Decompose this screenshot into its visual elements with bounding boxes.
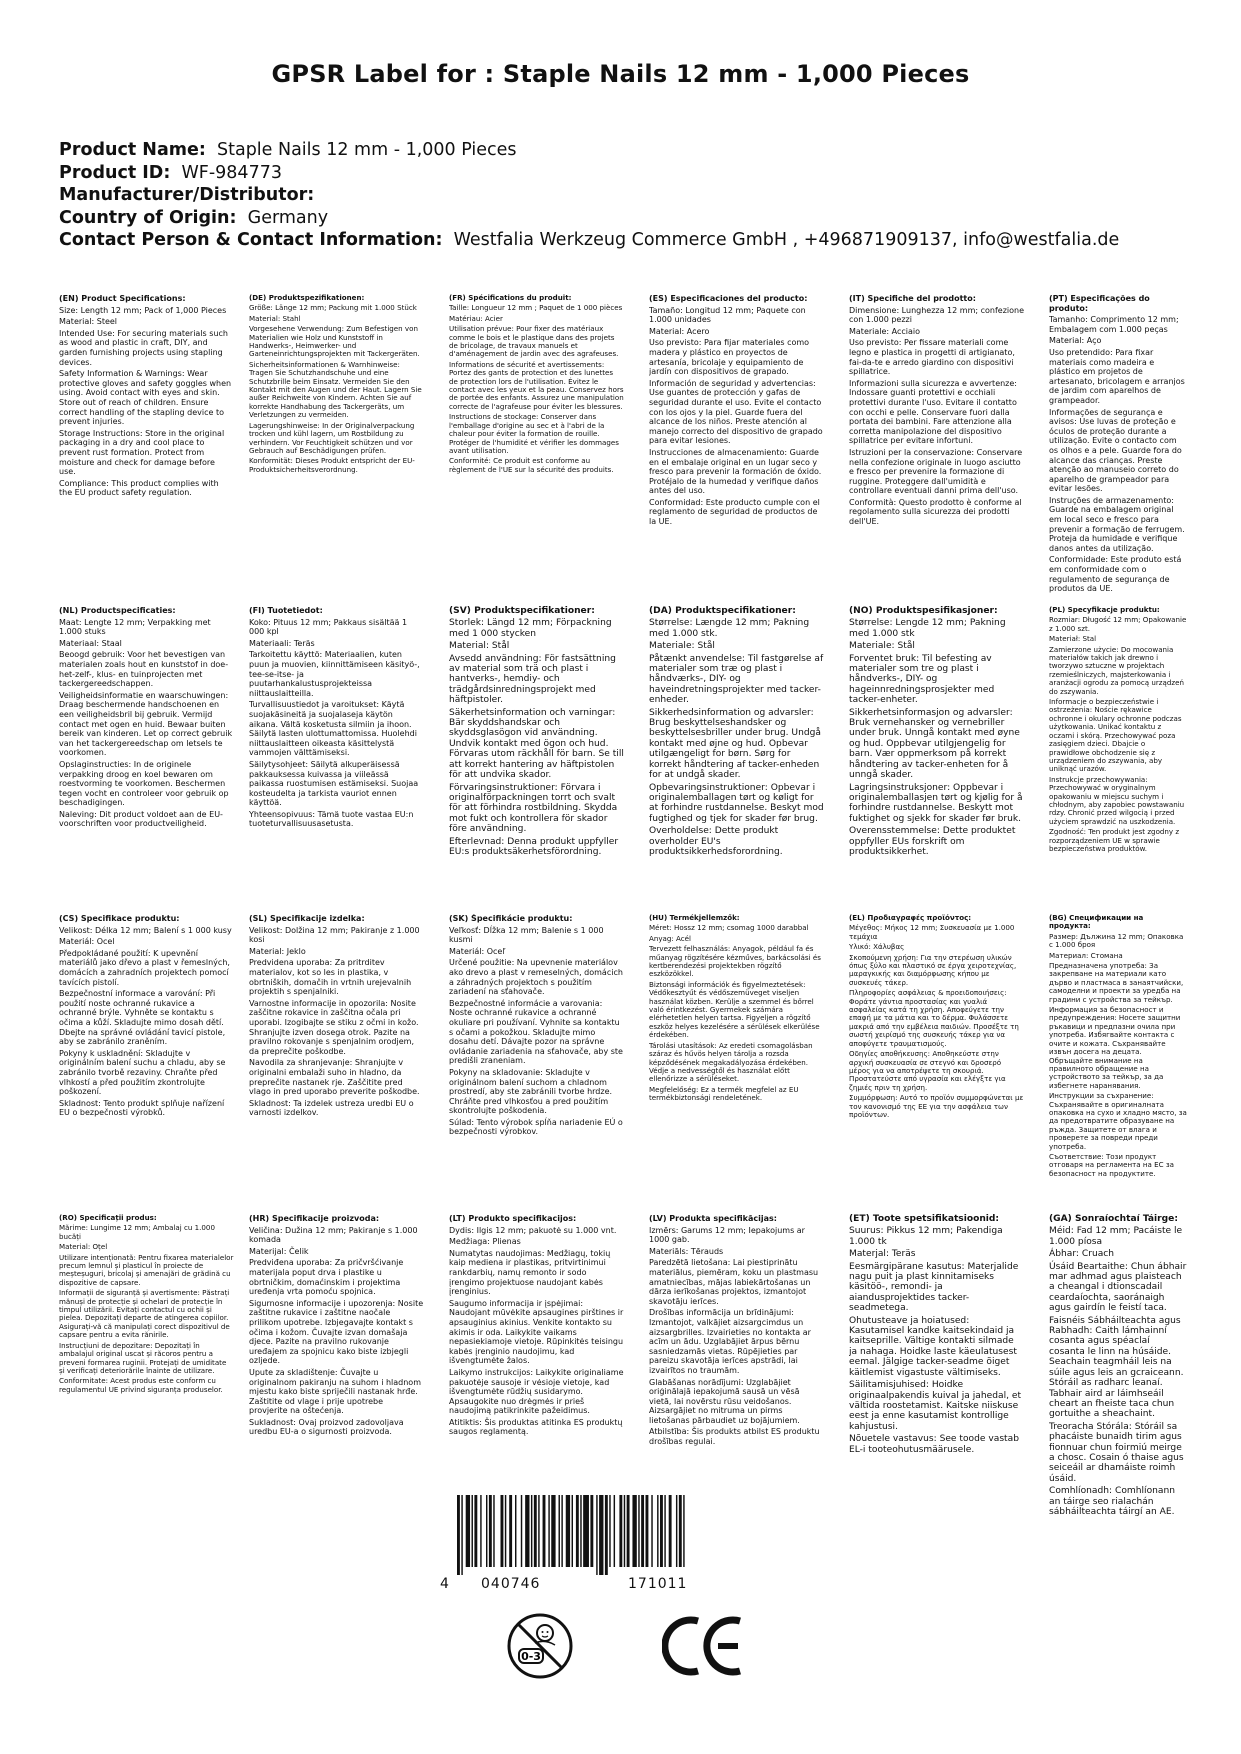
spec-safety: Bezpečnostné informácie a varovania: Noste ochranné rukavice a ochranné okuliare pri používaní. Vyhnite sa kontaktu s očami a pokožkou. Skladujte mimo dosahu detí. Dávajte pozor na správne ovládanie zariadenia na sťahovače, aby ste predišli zraneniam. <box>449 998 623 1066</box>
barcode-bar <box>651 1495 652 1567</box>
spec-material: Ábhar: Cruach <box>1049 1249 1115 1260</box>
barcode-bar <box>525 1495 529 1567</box>
barcode-bar <box>461 1495 462 1575</box>
spec-compliance: Atitiktis: Šis produktas atitinka ES produktų saugos reglamentą. <box>449 1417 623 1437</box>
spec-size: Suurus: Pikkus 12 mm; Pakendiga 1.000 tk <box>849 1226 1003 1247</box>
spec-size: Taille: Longueur 12 mm ; Paquet de 1 000 pièces <box>449 303 623 313</box>
spec-compliance: Съответствие: Този продукт отговаря на регламента на ЕС за безопасност на продуктите. <box>1049 1151 1174 1178</box>
barcode-bar <box>599 1495 603 1575</box>
barcode-bar <box>551 1495 555 1567</box>
spec-header: (LT) Produkto specifikacijos: <box>449 1214 577 1223</box>
spec-safety: Bezpečnostní informace a varování: Při použití noste ochranné rukavice a ochranné brýle. Vyhněte se kontaktu s očima a kůží. Skladujte mimo dosah dětí. Dbejte na správné ovládání tavicí pistole, aby se zabránilo zraněním. <box>59 989 226 1047</box>
spec-use: Predvidena uporaba: Za pritrditev materialov, kot so les in plastika, v obrtniških, domačih in vrtnih urejevalnih projektih s spenjalniki. <box>249 958 412 997</box>
spec-material: Material: Aço <box>1049 336 1102 346</box>
spec-storage: Instrukcje przechowywania: Przechowywać w oryginalnym opakowaniu w miejscu suchym i chłodnym, aby zapobiec powstawaniu rdzy. Chronić przed wilgocią i przed użyciem sprawdzić na uszkodzenia. <box>1049 774 1185 826</box>
spec-use: Uso pretendido: Para fixar materiais como madeira e plástico em projetos de artesanato, bricolagem e arranjos de jardim com aparelhos de grampeador. <box>1049 347 1185 405</box>
spec-material: Materiał: Stal <box>1049 634 1097 644</box>
spec-block-nl <box>59 606 234 831</box>
spec-safety: Información de seguridad y advertencias: Use guantes de protección y gafas de seguridad durante el uso. Evite el contacto con los ojos y la piel. Guarde fuera del alcance de los niños. Preste atención al manejo correcto del dispositivo de grapado para evitar lesiones. <box>649 378 823 446</box>
spec-size: Veličina: Dužina 12 mm; Pakiranje s 1.000 komada <box>249 1225 418 1245</box>
spec-header: (NO) Produktspesifikasjoner: <box>849 606 998 616</box>
spec-use: Forventet bruk: Til befesting av materialer som tre og plast i håndverks-, DIY- og hageinnredningsprosjekter med tacker-enheter. <box>849 653 995 706</box>
spec-block-no <box>849 606 1024 859</box>
spec-safety: Biztonsági információk és figyelmeztetések: Védőkesztyűt és védőszemüveget viseljen használat közben. Kerülje a szemmel és bőrrel való érintkezést. Gyermekek számára elérhetetlen helyen tartsa. Figyeljen a rögzítő eszköz helyes kezelésére a sérülések elkerülése érdekében. <box>649 979 820 1040</box>
spec-material: Материал: Стомана <box>1049 950 1123 960</box>
barcode-bar <box>679 1495 682 1567</box>
spec-safety: Informações de segurança e avisos: Use luvas de proteção e óculos de proteção durante a utilização. Evite o contacto com os olhos e a pele. Guarde fora do alcance das crianças. Preste atenção ao manuseio correto do aparelho de grampeador para evitar lesões. <box>1049 407 1182 494</box>
spec-row-3 <box>59 914 1187 1176</box>
spec-block-sl <box>249 914 424 1120</box>
spec-safety: Πληροφορίες ασφάλειας & προειδοποιήσεις: Φοράτε γάντια προστασίας και γυαλιά ασφαλείας κατά τη χρήση. Αποφεύγετε την επαφή με τα μάτια και το δέρμα. Φυλάσσετε μακριά από την εμβέλεια παιδιών. Προσέξτε τη σωστή χειρίσμό της συσκευής τάκερ για να αποφύγετε τραυματισμούς. <box>849 988 1019 1048</box>
barcode-bar <box>596 1495 597 1575</box>
page-title: GPSR Label for : Staple Nails 12 mm - 1,000 Pieces <box>271 60 970 88</box>
spec-block-lt <box>449 1214 624 1439</box>
spec-material: Materiale: Stål <box>849 641 915 652</box>
spec-compliance: Sukladnost: Ovaj proizvod zadovoljava uredbu EU-a o sigurnosti proizvoda. <box>249 1417 404 1437</box>
spec-storage: Treoracha Stórála: Stóráil sa phacáiste bunaidh tirim agus fionnuar chun foirmiú meirge a chosc. Cosain ó thaise agus seiceáil ar dhamáiste roimh úsáid. <box>1049 1421 1184 1484</box>
manufacturer-row <box>59 184 1199 207</box>
spec-header: (FI) Tuotetiedot: <box>249 606 323 615</box>
spec-material: Materiál: Oceľ <box>449 946 506 956</box>
spec-block-de <box>249 294 424 476</box>
spec-use: Intended Use: For securing materials such as wood and plastic in craft, DIY, and garden furnishing projects using stapling devices. <box>59 328 228 367</box>
spec-safety: Turvallisuustiedot ja varoitukset: Käytä suojakäsineitä ja suojalaseja käytön aikana. Vältä kosketusta silmiin ja ihoon. Säilytä lasten ulottumattomissa. Huolehdi niittauslaitteen oikeasta käsittelystä vammojen välttämiseksi. <box>249 700 417 758</box>
spec-use: Utilizare intenționată: Pentru fixarea materialelor precum lemnul și plasticul în proiecte de meșteșuguri, bricolaj și amenajări de grădină cu dispozitive de capsare. <box>59 1252 234 1287</box>
spec-material: Materiale: Stål <box>649 641 715 652</box>
barcode-bar <box>583 1495 589 1567</box>
spec-header: (PT) Especificações do produto: <box>1049 294 1150 313</box>
spec-block-sk <box>449 914 624 1139</box>
barcode-bar <box>664 1495 665 1567</box>
spec-size: Storlek: Längd 12 mm; Förpackning med 1 000 stycken <box>449 618 612 639</box>
spec-compliance: Atbilstība: Šis produkts atbilst ES produktu drošības regulai. <box>649 1427 820 1447</box>
spec-use: Určené použitie: Na upevnenie materiálov ako drevo a plast v remeselných, domácich a záhradných projektoch s použitím zariadení na sťahovače. <box>449 958 623 997</box>
barcode-bar <box>619 1495 622 1567</box>
barcode-bar <box>489 1495 492 1567</box>
product-info <box>59 139 1199 252</box>
country-value: Germany <box>247 207 329 228</box>
barcode-bar <box>501 1495 504 1567</box>
spec-header: (RO) Specificații produs: <box>59 1214 157 1222</box>
barcode-group-1: 040746 <box>481 1576 541 1592</box>
spec-block-cs <box>59 914 234 1120</box>
spec-header: (FR) Spécifications du produit: <box>449 294 572 302</box>
spec-block-pt <box>1049 294 1187 596</box>
spec-storage: Instrucțiuni de depozitare: Depozitați în ambalajul original uscat și răcoros pentru a preveni formarea ruginii. Protejați de umiditate și verificați deteriorările înainte de utilizare. <box>59 1340 227 1375</box>
spec-use: Uso previsto: Per fissare materiali come legno e plastica in progetti di artigianato, fai-da-te e arredo giardino con dispositivi spillatrice. <box>849 338 1015 377</box>
spec-use: Predviđena uporaba: Za pričvršćivanje materijala poput drva i plastike u obrtničkim, domaćinskim i projektima uređenja vrta pomoću spojnica. <box>249 1258 404 1297</box>
spec-block-et <box>849 1214 1024 1457</box>
spec-block-da <box>649 606 824 859</box>
spec-storage: Οδηγίες αποθήκευσης: Αποθηκεύστε στην αρχική συσκευασία σε στεγνό και δροσερό μέρος για να αποτρέψετε τη σκουριά. Προστατεύστε από υγρασία και ελέγξτε για ζημιές πριν τη χρήση. <box>849 1049 1006 1092</box>
spec-use: Avsedd användning: För fastsättning av material som trä och plast i hantverks-, hemdiy- och trädgårdsinredningsprojekt med häftpistoler. <box>449 653 616 706</box>
spec-safety: Ohutusteave ja hoiatused: Kasutamisel kandke kaitsekindaid ja kaitseprille. Vältige kontakti silmade ja nahaga. Hoidke laste käeulatusest eemal. Jälgige tacker-seadme õiget käitlemist vigastuste vältimiseks. <box>849 1315 1017 1378</box>
spec-block-es <box>649 294 824 529</box>
spec-safety: Safety Information & Warnings: Wear protective gloves and safety goggles when using. Avoid contact with eyes and skin. Store out of reach of children. Ensure correct handling of the stapling device to prevent injuries. <box>59 369 232 427</box>
spec-compliance: Naleving: Dit product voldoet aan de EU-voorschriften voor productveiligheid. <box>59 809 223 829</box>
spec-safety: Sikkerhetsinformasjon og advarsler: Bruk vernehansker og vernebriller under bruk. Unngå kontakt med øyne og hud. Oppbevar utilgjengelig for barn. Vær oppmerksom på korrekt håndtering av tacker-enheten for å unngå skader. <box>849 707 1020 781</box>
spec-use: Úsáid Beartaithe: Chun ábhair mar adhmad agus plaisteach a cheangal i dtionscadail ceardaíochta, saoránaigh agus gairdín le feistí taca. <box>1049 1261 1187 1314</box>
spec-header: (IT) Specifiche del prodotto: <box>849 294 976 303</box>
contact-label: Contact Person & Contact Information: <box>59 230 443 250</box>
spec-header: (ET) Toote spetsifikatsioonid: <box>849 1214 1000 1224</box>
spec-material: Material: Acero <box>649 326 710 336</box>
spec-storage: Инструкции за съхранение: Съхранявайте в оригиналната опаковка на сухо и хладно място, за да предотвратите образуване на ръжда. Защитете от влага и проверете за повреди преди употреба. <box>1049 1091 1187 1151</box>
barcode-bar <box>521 1495 522 1567</box>
spec-safety: Säkerhetsinformation och varningar: Bär skyddshandskar och skyddsglasögon vid användning. Undvik kontakt med ögon och hud. Förvaras utom räckhåll för barn. Se till att korrekt hantering av häftpistolen för att undvika skador. <box>449 707 624 781</box>
spec-safety: Saugumo informacija ir įspėjimai: Naudojant mūvėkite apsaugines pirštines ir apsauginius akinius. Venkite kontakto su akimis ir oda. Laikykite vaikams nepasiekiamoje vietoje. Rūpinkitės teisingu kabės įrenginio naudojimu, kad išvengtumėte žalos. <box>449 1298 624 1366</box>
barcode-bar <box>466 1495 470 1567</box>
spec-header: (HU) Termékjellemzők: <box>649 914 740 922</box>
spec-safety: Sikkerhedsinformation og advarsler: Brug beskyttelseshandsker og beskyttelsesbriller under brug. Undgå kontakt med øjne og hud. Opbevar utilgængeligt for børn. Sørg for korrekt håndtering af tacker-enheden for at undgå skader. <box>649 707 821 781</box>
spec-size: Veľkosť: Dĺžka 12 mm; Balenie s 1 000 kusmi <box>449 925 604 945</box>
spec-compliance: Nõuetele vastavus: See toode vastab EL-i tooteohutusmäärusele. <box>849 1434 1019 1455</box>
barcode-bar <box>543 1495 546 1567</box>
spec-material: Materiál: Ocel <box>59 937 115 947</box>
product-name-value: Staple Nails 12 mm - 1,000 Pieces <box>217 140 517 160</box>
spec-compliance: Yhteensopivuus: Tämä tuote vastaa EU:n tuoteturvallisuusasetusta. <box>249 809 414 829</box>
spec-use: Предназначена употреба: За закрепване на материали като дърво и пластмаса в занаятчийски, самоделни и проекти за уредба на градини с устройства за тейкър. <box>1049 961 1184 1004</box>
spec-size: Dimensione: Lunghezza 12 mm; confezione con 1.000 pezzi <box>849 305 1024 325</box>
spec-compliance: Conformitate: Acest produs este conform cu regulamentul UE privind siguranța produselor. <box>59 1376 223 1394</box>
barcode-digit-left: 4 <box>440 1576 449 1592</box>
spec-row-1 <box>59 294 1187 594</box>
barcode-bar <box>624 1495 625 1567</box>
spec-block-hu <box>649 914 824 1105</box>
barcode-group-2: 171011 <box>628 1576 688 1592</box>
spec-compliance: Megfelelőség: Ez a termék megfelel az EU termékbiztonsági rendeletének. <box>649 1084 799 1103</box>
spec-size: Maat: Lengte 12 mm; Verpakking met 1.000 stuks <box>59 617 211 637</box>
spec-size: Tamaño: Longitud 12 mm; Paquete con 1.000 unidades <box>649 305 806 325</box>
barcode-bar <box>515 1495 516 1567</box>
spec-safety: Информация за безопасност и предупреждения: Носете защитни ръкавици и предпазни очила при употреба. Избягвайте контакта с очите и кожата. Съхранявайте извън досега на децата. Обръщайте внимание на правилното обращение на устройството за тейкър, за да избегнете наранявания. <box>1049 1005 1181 1090</box>
barcode-bar <box>638 1495 639 1567</box>
barcode-bar <box>561 1495 562 1567</box>
spec-storage: Storage Instructions: Store in the original packaging in a dry and cool place to prevent rust formation. Protect from moisture and check for damage before use. <box>59 428 225 477</box>
spec-use: Eesmärgipärane kasutus: Materjalide nagu puit ja plast kinnitamiseks käsitöö-, remondi- ja aiandusprojektides tacker-seadmetega. <box>849 1261 1019 1314</box>
spec-size: Koko: Pituus 12 mm; Pakkaus sisältää 1 000 kpl <box>249 617 408 637</box>
spec-size: Størrelse: Lengde 12 mm; Pakning med 1.000 stk <box>849 618 1006 639</box>
spec-block-bg <box>1049 914 1187 1180</box>
spec-storage: Lagringsinstruksjoner: Oppbevar i originalemballasjen tørt og kjølig for å forhindre rustdannelse. Beskytt mot fuktighet og sjekk for skader før bruk. <box>849 782 1023 824</box>
spec-compliance: Conformidad: Este producto cumple con el reglamento de seguridad de productos de la UE. <box>649 497 820 527</box>
spec-header: (SL) Specifikacije izdelka: <box>249 914 365 923</box>
spec-size: Velikost: Délka 12 mm; Balení s 1 000 kusy <box>59 925 232 935</box>
spec-block-lv <box>649 1214 824 1449</box>
spec-storage: Instruções de armazenamento: Guarde na embalagem original em local seco e fresco para prevenir a formação de ferrugem. Proteja da humidade e verifique danos antes da utilização. <box>1049 495 1185 553</box>
spec-compliance: Overensstemmelse: Dette produktet oppfyller EUs forskrift om produktsikkerhet. <box>849 826 1016 857</box>
spec-size: Méret: Hossz 12 mm; csomag 1000 darabbal <box>649 923 809 933</box>
barcode-bar <box>531 1495 532 1567</box>
spec-material: Matériau: Acier <box>449 313 503 323</box>
barcode-bar <box>683 1495 684 1567</box>
spec-storage: Navodila za shranjevanje: Shranjujte v originalni embalaži suho in hladno, da preprečite nastanek rje. Zaščitite pred vlago in pred uporabo preverite poškodbe. <box>249 1058 420 1097</box>
spec-material: Materijal: Čelik <box>249 1246 309 1256</box>
spec-material: Material: Jeklo <box>249 946 306 956</box>
spec-header: (NL) Productspecificaties: <box>59 606 176 615</box>
barcode-bar <box>486 1495 487 1567</box>
spec-material: Medžiaga: Plienas <box>449 1237 521 1247</box>
spec-safety: Informații de siguranță și avertismente: Păstrați mănuși de protecție și ochelari de protecție în timpul utilizării. Evitați contactul cu ochii și pielea. Depozitați departe de atingerea copiilor. Asigurați-vă că manipulați corect dispozitivul de capsare pentru a evita rănirile. <box>59 1288 230 1340</box>
spec-header: (SK) Špecifikácie produktu: <box>449 914 573 923</box>
spec-compliance: Zgodność: Ten produkt jest zgodny z rozporządzeniem UE w sprawie bezpieczeństwa produktów. <box>1049 827 1180 853</box>
barcode-bar <box>493 1495 494 1567</box>
spec-size: Size: Length 12 mm; Pack of 1,000 Pieces <box>59 305 227 315</box>
spec-compliance: Overholdelse: Dette produkt overholder EU's produktsikkerhedsforordning. <box>649 826 783 857</box>
spec-material: Materiaali: Teräs <box>249 638 315 648</box>
spec-material: Material: Stål <box>449 641 510 652</box>
spec-material: Materiale: Acciaio <box>849 326 921 336</box>
product-id-label: Product ID: <box>59 162 171 183</box>
barcode-bar <box>614 1495 615 1567</box>
spec-storage: Upute za skladištenje: Čuvajte u originalnom pakiranju na suhom i hladnom mjestu kako biste spriječili nastanak hrđe. Zaštitite od vlage i prije upotrebe provjerite na oštećenja. <box>249 1367 421 1416</box>
barcode-bar <box>641 1495 644 1567</box>
barcode-bar <box>509 1495 512 1567</box>
spec-header: (DE) Produktspezifikationen: <box>249 294 365 302</box>
spec-size: Mărime: Lungime 12 mm; Ambalaj cu 1.000 bucăți <box>59 1223 215 1241</box>
spec-compliance: Konformität: Dieses Produkt entspricht der EU-Produktsicherheitsverordnung. <box>249 456 415 474</box>
barcode-bar <box>590 1495 593 1567</box>
product-id-row <box>59 162 1199 185</box>
spec-header: (CS) Specifikace produktu: <box>59 914 180 923</box>
spec-storage: Istruzioni per la conservazione: Conservare nella confezione originale in luogo asciutto e fresco per prevenire la formazione di ruggine. Proteggere dall'umidità e controllare eventuali danni prima dell'uso. <box>849 447 1023 496</box>
age-label: 0-3 <box>521 1650 541 1663</box>
spec-block-ro <box>59 1214 234 1396</box>
spec-safety: Informazioni sulla sicurezza e avvertenze: Indossare guanti protettivi e occhiali protettivi durante l'uso. Evitare il contatto con occhi e pelle. Conservare fuori dalla portata dei bambini. Fare attenzione alla corretta manipolazione del dispositivo spillatrice per evitare infortuni. <box>849 378 1017 446</box>
manufacturer-label: Manufacturer/Distributor: <box>59 185 315 205</box>
spec-block-it <box>849 294 1024 529</box>
country-row <box>59 207 1199 230</box>
spec-storage: Säilytysohjeet: Säilytä alkuperäisessä pakkauksessa kuivassa ja viileässä paikassa ruostumisen estämiseksi. Suojaa kosteudelta ja tarkista vauriot ennen käyttöä. <box>249 759 419 808</box>
spec-material: Anyag: Acél <box>649 933 692 943</box>
spec-material: Materiāls: Tērauds <box>649 1246 724 1256</box>
spec-safety: Sigurnosne informacije i upozorenja: Nosite zaštitne rukavice i zaštitne naočale prilikom upotrebe. Izbjegavajte kontakt s očima i kožom. Čuvajte izvan domašaja djece. Pazite na pravilno rukovanje uređajem za spojnicu kako biste izbjegli ozljede. <box>249 1298 424 1366</box>
spec-use: Utilisation prévue: Pour fixer des matériaux comme le bois et le plastique dans des projets de bricolage, de travaux manuels et d'aménagement de jardin avec des agrafeuses. <box>449 324 619 359</box>
spec-header: (LV) Produkta specifikācijas: <box>649 1214 777 1223</box>
barcode-bar <box>472 1495 473 1567</box>
spec-storage: Instructions de stockage: Conserver dans l'emballage d'origine au sec et à l'abri de la chaleur pour éviter la formation de rouille. Protéger de l'humidité et vérifier les dommages avant utilisation. <box>449 412 619 455</box>
spec-size: Størrelse: Længde 12 mm; Pakning med 1.000 stk. <box>649 618 810 639</box>
spec-safety: Informacje o bezpieczeństwie i ostrzeżenia: Noście rękawice ochronne i okulary ochronne podczas użytkowania. Unikać kontaktu z oczami i skórą. Przechowywać poza zasięgiem dzieci. Dbajcie o prawidłowe obchodzenie się z urządzeniem do zszywania, aby uniknąć urazów. <box>1049 697 1182 774</box>
barcode-bar <box>660 1495 663 1567</box>
spec-header: (DA) Produktspecifikationer: <box>649 606 796 616</box>
barcode-bar <box>632 1495 636 1567</box>
spec-use: Numatytas naudojimas: Medžiagų, tokių kaip medienа ir plastikas, pritvirtinimui rankdarbių, namų remonto ir sodo įrengimo projektuose naudojant kabės įrenginius. <box>449 1248 611 1297</box>
spec-compliance: Efterlevnad: Denna produkt uppfyller EU:s produktsäkerhetsförordning. <box>449 836 619 857</box>
spec-header: (GA) Sonraíochtaí Táirge: <box>1049 1214 1178 1224</box>
spec-use: Zamierzone użycie: Do mocowania materiałów takich jak drewno i tworzywo sztuczne w projektach rzemieślniczych, majsterkowania i aranżacji ogrodu za pomocą urządzeń do zszywania. <box>1049 644 1184 696</box>
spec-compliance: Συμμόρφωση: Αυτό το προϊόν συμμορφώνεται με τον κανονισμό της ΕΕ για την ασφάλεια των προϊόντων. <box>849 1093 1024 1119</box>
spec-material: Materiaal: Staal <box>59 638 122 648</box>
barcode-bar <box>676 1495 677 1567</box>
barcode-bar <box>474 1495 477 1567</box>
spec-block-sv <box>449 606 624 859</box>
spec-header: (SV) Produktspecifikationer: <box>449 606 595 616</box>
barcode-bar <box>580 1495 581 1567</box>
spec-compliance: Skladnost: Tento produkt splňuje nařízení EU o bezpečnosti výrobků. <box>59 1098 225 1118</box>
spec-size: Tamanho: Comprimento 12 mm; Embalagem com 1.000 peças <box>1049 315 1179 334</box>
spec-storage: Instrucciones de almacenamiento: Guarde en el embalaje original en un lugar seco y fresco para prevenir la formación de óxido. Protéjalo de la humedad y verifique daños antes del uso. <box>649 447 822 496</box>
spec-use: Předpokládané použití: K upevnění materiálů jako dřevo a plast v řemeslných, domácích a zahradních projektech pomocí tavících pistolí. <box>59 948 230 987</box>
spec-safety: Veiligheidsinformatie en waarschuwingen: Draag beschermende handschoenen en een veiligheidsbril bij gebruik. Vermijd contact met ogen en huid. Bewaar buiten bereik van kinderen. Let op correct gebruik van het tackergereedschap om letsels te voorkomen. <box>59 690 233 758</box>
spec-header: (EL) Προδιαγραφές προϊόντος: <box>849 914 972 922</box>
spec-use: Vorgesehene Verwendung: Zum Befestigen von Materialien wie Holz und Kunststoff in Handwerks-, Heimwerker- und Garteneinrichtungsprojekten mit Tackergeräten. <box>249 324 420 359</box>
spec-storage: Förvaringsinstruktioner: Förvara i originalförpackningen torrt och svalt för att förhindra rostbildning. Skydda mot fukt och kontrollera för skador före användning. <box>449 782 618 835</box>
spec-block-fr <box>449 294 624 476</box>
spec-row-2 <box>59 606 1187 868</box>
barcode-bar <box>669 1495 672 1567</box>
barcode-bar <box>534 1495 537 1567</box>
spec-size: Μέγεθος: Μήκος 12 mm; Συσκευασία με 1.000 τεμάχια <box>849 923 1015 941</box>
barcode-bar <box>480 1495 481 1567</box>
spec-safety: Sicherheitsinformationen & Warnhinweise: Tragen Sie Schutzhandschuhe und eine Schutzbrille beim Einsatz. Vermeiden Sie den Kontakt mit den Augen und der Haut. Lagern Sie außer Reichweite von Kindern. Achten Sie auf korrekte Handhabung des Tackergeräts, um Verletzungen zu vermeiden. <box>249 359 422 420</box>
spec-size: Dydis: Ilgis 12 mm; pakuotė su 1.000 vnt. <box>449 1225 617 1235</box>
barcode-bar <box>538 1495 539 1567</box>
spec-compliance: Compliance: This product complies with the EU product safety regulation. <box>59 478 219 498</box>
spec-size: Rozmiar: Długość 12 mm; Opakowanie z 1.000 szt. <box>1049 615 1187 633</box>
spec-size: Velikost: Dolžina 12 mm; Pakiranje z 1.000 kosi <box>249 925 420 945</box>
spec-block-fi <box>249 606 424 831</box>
spec-compliance: Conformité: Ce produit est conforme au règlement de l'UE sur la sécurité des produits. <box>449 456 614 474</box>
spec-compliance: Conformidade: Este produto está em conformidade com o regulamento de segurança de produtos da UE. <box>1049 555 1182 594</box>
barcode-bar <box>457 1495 460 1575</box>
product-name-row <box>59 139 1199 162</box>
spec-size: Размер: Дължина 12 mm; Опаковка с 1.000 броя <box>1049 931 1184 950</box>
spec-material: Materjal: Teräs <box>849 1249 916 1260</box>
country-label: Country of Origin: <box>59 207 237 228</box>
spec-block-en <box>59 294 234 500</box>
spec-storage: Glabāšanas norādījumi: Uzglabājiet oriģinālajā iepakojumā sausā un vēsā vietā, lai novērstu rūsu veidošanos. Aizsargājiet no mitruma un pirms lietošanas pārbaudiet uz bojājumiem. <box>649 1377 800 1425</box>
spec-compliance: Skladnost: Ta izdelek ustreza uredbi EU o varnosti izdelkov. <box>249 1098 414 1118</box>
barcode-bar <box>559 1495 560 1567</box>
contact-value: Westfalia Werkzeug Commerce GmbH , +496871909137, info@westfalia.de <box>453 230 1120 250</box>
contact-row <box>59 229 1199 252</box>
spec-block-el <box>849 914 1024 1121</box>
age-0-3-warning-icon <box>505 1611 575 1681</box>
barcode-bar <box>605 1495 608 1575</box>
spec-use: Σκοπούμενη χρήση: Για την στερέωση υλικών όπως ξύλο και πλαστικό σε έργα χειροτεχνίας, μαραγκικής και διαμόρφωσης κήπου με συσκευές τάκερ. <box>849 952 1017 987</box>
spec-use: Tarkoitettu käyttö: Materiaalien, kuten puun ja muovien, kiinnittämiseen käsityö-, tee-se-itse- ja puutarhankalustusprojekteissa niittauslaitteilla. <box>249 650 420 698</box>
ce-mark-icon <box>662 1611 747 1681</box>
spec-block-pl <box>1049 606 1187 855</box>
spec-size: Izmērs: Garums 12 mm; Iepakojums ar 1000 gab. <box>649 1225 805 1245</box>
spec-compliance: Súlad: Tento výrobok spĺňa nariadenie EÚ o bezpečnosti výrobkov. <box>449 1117 623 1137</box>
barcode-bar <box>657 1495 658 1567</box>
spec-use: Tervezett felhasználás: Anyagok, például fa és műanyag rögzítésére kézműves, barkácsolási és kertberendezési projektekben rögzítő eszközökkel. <box>649 944 821 979</box>
spec-use: Beoogd gebruik: Voor het bevestigen van materialen zoals hout en kunststof in doe-het-zelf-, klus- en tuinprojecten met tackergereedschappen. <box>59 650 229 689</box>
spec-material: Material: Oțel <box>59 1242 108 1252</box>
spec-header: (PL) Specyfikacje produktu: <box>1049 606 1160 614</box>
barcode-bar <box>505 1495 506 1567</box>
spec-header: (EN) Product Specifications: <box>59 294 186 303</box>
spec-storage: Opbevaringsinstruktioner: Opbevar i originalemballagen tørt og køligt for at forhindre rustdannelse. Beskyt mod fugtighed og tjek for skader før brug. <box>649 782 824 824</box>
spec-size: Größe: Länge 12 mm; Packung mit 1.000 Stück <box>249 303 417 313</box>
spec-safety: Varnostne informacije in opozorila: Nosite zaščitne rokavice in zaščitna očala pri uporabi. Izogibajte se stiku z očmi in kožo. Shranjujte izven dosega otrok. Pazite na pravilno rokovanje s spenjalnim orodjem, da preprečite poškodbe. <box>249 998 419 1056</box>
spec-safety: Informations de sécurité et avertissements: Portez des gants de protection et des lunettes de protection lors de l'utilisation. Évitez le contact avec les yeux et la peau. Conservez hors de portée des enfants. Assurez une manipulation correcte de l'agrafeuse pour éviter les blessures. <box>449 359 624 411</box>
spec-use: Påtænkt anvendelse: Til fastgørelse af materialer som træ og plast i håndværks-, DIY- og haveindretningsprojekter med tacker-enheder. <box>649 653 824 706</box>
spec-storage: Säilitamisjuhised: Hoidke originaalpakendis kuival ja jahedal, et vältida roostetamist. Kaitske niiskuse eest ja enne kasutamist kontrollige kahjustusi. <box>849 1380 1022 1432</box>
spec-row-4 <box>59 1214 1187 1517</box>
spec-storage: Opslaginstructies: In de originele verpakking droog en koel bewaren om roestvorming te voorkomen. Beschermen tegen vocht en controleer voor gebruik op beschadigingen. <box>59 759 229 808</box>
barcode-bar <box>572 1495 573 1567</box>
spec-safety: Faisnéis Sábháilteachta agus Rabhadh: Caith lámhainní cosanta agus spéaclaí cosanta le linn na húsáide. Seachain teagmháil leis na súile agus leis an gcraiceann. Stóráil as radharc leanaí. Tabhair aird ar láimhseáil cheart an fheiste taca chun gortuithe a sheachaint. <box>1049 1315 1184 1420</box>
spec-header: (ES) Especificaciones del producto: <box>649 294 808 303</box>
spec-block-ga <box>1049 1214 1187 1519</box>
spec-material: Υλικό: Χάλυβας <box>849 942 905 952</box>
barcode-bar <box>646 1495 649 1567</box>
product-name-label: Product Name: <box>59 140 206 160</box>
barcode-bar <box>627 1495 630 1567</box>
barcode-bar <box>566 1495 570 1567</box>
spec-use: Paredzētā lietošana: Lai piestiprinātu materiālus, piemēram, koku un plastmasu amatniecības, mājas labiekārtošanas un dārza ierīkošanas projektos, izmantojot skavotāju ierīces. <box>649 1258 819 1306</box>
spec-compliance: Conformità: Questo prodotto è conforme al regolamento sulla sicurezza dei prodotti dell'UE. <box>849 497 1022 527</box>
spec-storage: Pokyny na skladovanie: Skladujte v originálnom balení suchom a chladnom prostredí, aby ste zabránili tvorbe hrdze. Chráňte pred vlhkosťou a pred použitím skontrolujte poškodenia. <box>449 1067 613 1116</box>
spec-storage: Laikymo instrukcijos: Laikykite originaliame pakuotėje sausoje ir vėsioje vietoje, kad išvengtumėte rūdžių susidarymo. Apsaugokite nuo drėgmės ir prieš naudojimą patikrinkite pažeidimus. <box>449 1367 624 1416</box>
product-id-value: WF-984773 <box>181 162 282 183</box>
spec-storage: Lagerungshinweise: In der Originalverpackung trocken und kühl lagern, um Rostbildung zu verhindern. Vor Feuchtigkeit schützen und vor Gebrauch auf Beschädigungen prüfen. <box>249 420 415 455</box>
spec-material: Material: Stahl <box>249 313 301 323</box>
spec-block-hr <box>249 1214 424 1439</box>
spec-storage: Pokyny k uskladnění: Skladujte v originálním balení suchu a chladu, aby se zabránilo tvorbě rezaviny. Chraňte před vlhkostí a před použitím zkontrolujte poškození. <box>59 1048 226 1097</box>
spec-header: (HR) Specifikacije proizvoda: <box>249 1214 380 1223</box>
barcode-bar <box>609 1495 610 1567</box>
spec-safety: Drošības informācija un brīdinājumi: Izmantojot, valkājiet aizsargcimdus un aizsargbrilles. Izvairieties no kontakta ar acīm un ādu. Uzglabājiet ārpus bērnu sasniedzamās vietas. Rūpējieties par pareizu skavotāja ierīces apstrādi, lai izvairītos no traumām. <box>649 1308 811 1375</box>
spec-compliance: Comhlíonadh: Comhlíonann an táirge seo rialachán sábháilteachta táirgí an AE. <box>1049 1486 1175 1517</box>
barcode-bar <box>576 1495 579 1567</box>
spec-size: Méid: Fad 12 mm; Pacáiste le 1.000 píosa <box>1049 1226 1183 1247</box>
spec-use: Uso previsto: Para fijar materiales como madera y plástico en proyectos de artesanía, bricolaje y equipamiento de jardín con dispositivos de grapado. <box>649 338 810 377</box>
barcode <box>453 1495 745 1575</box>
spec-material: Material: Steel <box>59 317 118 327</box>
spec-storage: Tárolási utasítások: Az eredeti csomagolásban száraz és hűvös helyen tárolja a rozsda képződésének megakadályozása érdekében. Védje a nedvességtől és használat előtt ellenőrizze a sérüléseket. <box>649 1040 813 1084</box>
spec-header: (BG) Спецификации на продукта: <box>1049 914 1144 931</box>
barcode-bar <box>548 1495 549 1567</box>
